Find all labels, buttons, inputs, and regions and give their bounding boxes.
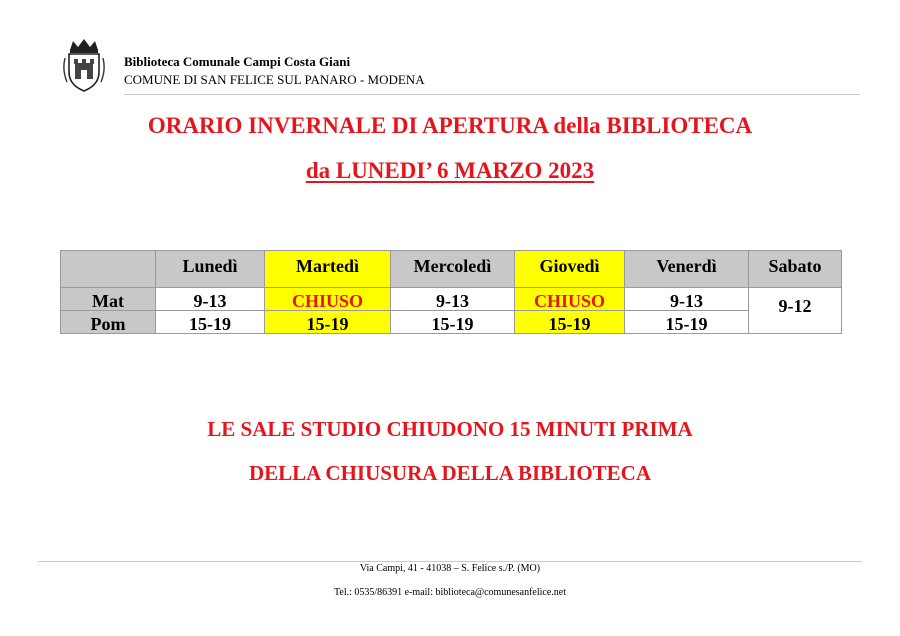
hours-cell: 9-13 [625,288,749,311]
study-room-notice-line2: DELLA CHIUSURA DELLA BIBLIOTECA [248,461,652,485]
opening-hours-table [60,250,842,334]
hours-cell: CHIUSO [515,288,625,311]
day-header: Martedì [265,251,391,288]
row-label: Pom [61,311,156,334]
corner-cell [61,251,156,288]
hours-cell: 15-19 [515,311,625,334]
municipality-name: COMUNE DI SAN FELICE SUL PANARO - MODENA [124,72,425,87]
row-label: Mat [61,288,156,311]
saturday-hours-cell: 9-12 [749,288,842,334]
footer-address: Via Campi, 41 - 41038 – S. Felice s./P. (MO) [359,563,541,574]
day-header: Lunedì [156,251,265,288]
hours-cell: 15-19 [391,311,515,334]
hours-cell: 15-19 [625,311,749,334]
day-header: Venerdì [625,251,749,288]
letterhead [62,38,862,94]
table-row-afternoon [61,311,842,334]
table-row-morning [61,288,842,311]
days-header-row [61,251,842,288]
hours-cell: 15-19 [265,311,391,334]
hours-cell: 9-13 [156,288,265,311]
study-room-notice-line1: LE SALE STUDIO CHIUDONO 15 MINUTI PRIMA [207,417,693,441]
hours-cell: 9-13 [391,288,515,311]
footer-divider [38,561,862,562]
header-divider [124,94,860,95]
municipal-coat-of-arms-icon [62,38,106,92]
day-header: Giovedì [515,251,625,288]
footer-contact: Tel.: 0535/86391 e-mail: biblioteca@comunesanfelice.net [333,587,567,598]
hours-cell: 15-19 [156,311,265,334]
page-title: ORARIO INVERNALE DI APERTURA della BIBLIOTECA [147,113,753,138]
library-name: Biblioteca Comunale Campi Costa Giani [124,54,351,69]
page-subtitle-date: da LUNEDI’ 6 MARZO 2023 [305,158,595,183]
day-header: Sabato [749,251,842,288]
day-header: Mercoledì [391,251,515,288]
hours-cell: CHIUSO [265,288,391,311]
